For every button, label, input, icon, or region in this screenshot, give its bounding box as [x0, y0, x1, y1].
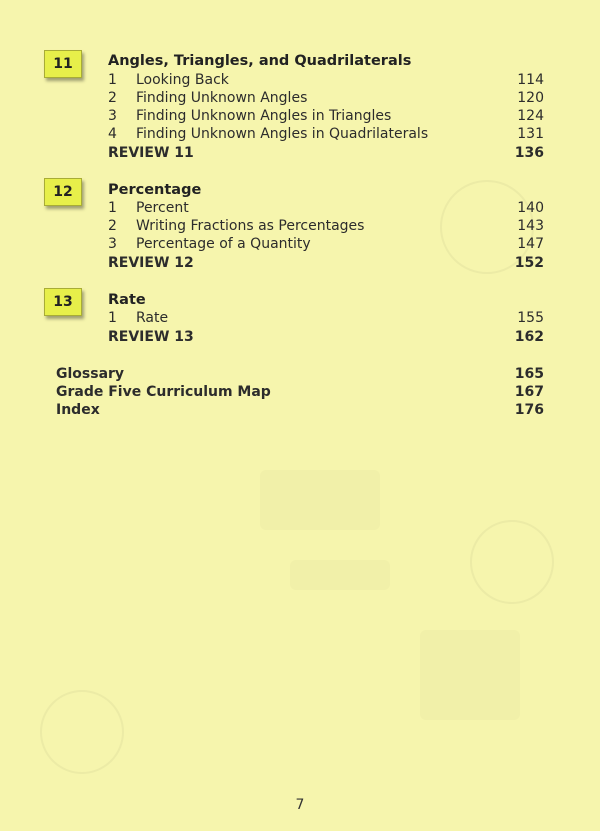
back-matter-page: 165 — [514, 366, 544, 382]
lesson-number: 2 — [108, 90, 117, 106]
lesson-page: 124 — [517, 108, 544, 124]
lesson-title: Finding Unknown Angles in Quadrilaterals — [136, 126, 429, 142]
faint-background-box — [290, 560, 390, 590]
lesson-page: 114 — [517, 72, 544, 88]
lesson-number: 3 — [108, 236, 117, 252]
lesson-row[interactable] — [108, 236, 544, 254]
chapter-number-badge: 12 — [44, 178, 82, 206]
review-label: REVIEW 12 — [108, 255, 194, 271]
lesson-row[interactable] — [108, 90, 544, 108]
lesson-page: 143 — [517, 218, 544, 234]
lesson-page: 120 — [517, 90, 544, 106]
lesson-number: 4 — [108, 126, 117, 142]
back-matter-title: Index — [56, 402, 100, 418]
back-matter-curriculum-map[interactable] — [56, 384, 544, 400]
lesson-number: 1 — [108, 310, 117, 326]
back-matter-page: 176 — [514, 402, 544, 418]
back-matter-glossary[interactable] — [56, 366, 544, 382]
chapter-title[interactable]: Rate — [108, 292, 146, 308]
lesson-number: 1 — [108, 200, 117, 216]
lesson-row[interactable] — [108, 310, 544, 328]
chapter-number-badge: 11 — [44, 50, 82, 78]
faint-background-box — [260, 470, 380, 530]
review-page: 136 — [514, 145, 544, 161]
chapter-title[interactable]: Percentage — [108, 182, 202, 198]
lesson-number: 2 — [108, 218, 117, 234]
review-page: 152 — [514, 255, 544, 271]
review-row[interactable] — [108, 145, 544, 161]
lesson-number: 3 — [108, 108, 117, 124]
lesson-page: 147 — [517, 236, 544, 252]
lesson-number: 1 — [108, 72, 117, 88]
lesson-title: Looking Back — [136, 72, 229, 88]
lesson-row[interactable] — [108, 108, 544, 126]
faint-character-art — [40, 690, 124, 774]
review-row[interactable] — [108, 255, 544, 271]
page-number: 7 — [295, 797, 305, 813]
lesson-row[interactable] — [108, 200, 544, 218]
chapter-title[interactable]: Angles, Triangles, and Quadrilaterals — [108, 53, 412, 69]
lesson-title: Percent — [136, 200, 189, 216]
lesson-row[interactable] — [108, 126, 544, 144]
back-matter-index[interactable] — [56, 402, 544, 418]
lesson-title: Finding Unknown Angles — [136, 90, 308, 106]
faint-character-art — [470, 520, 554, 604]
lesson-row[interactable] — [108, 218, 544, 236]
lesson-title: Percentage of a Quantity — [136, 236, 311, 252]
lesson-title: Rate — [136, 310, 169, 326]
review-label: REVIEW 13 — [108, 329, 194, 345]
lesson-title: Finding Unknown Angles in Triangles — [136, 108, 392, 124]
faint-background-box — [420, 630, 520, 720]
review-row[interactable] — [108, 329, 544, 345]
lesson-row[interactable] — [108, 72, 544, 90]
lesson-page: 155 — [517, 310, 544, 326]
back-matter-title: Glossary — [56, 366, 125, 382]
back-matter-page: 167 — [514, 384, 544, 400]
lesson-page: 131 — [517, 126, 544, 142]
chapter-number-badge: 13 — [44, 288, 82, 316]
review-page: 162 — [514, 329, 544, 345]
back-matter-title: Grade Five Curriculum Map — [56, 384, 271, 400]
lesson-title: Writing Fractions as Percentages — [136, 218, 365, 234]
review-label: REVIEW 11 — [108, 145, 194, 161]
lesson-page: 140 — [517, 200, 544, 216]
